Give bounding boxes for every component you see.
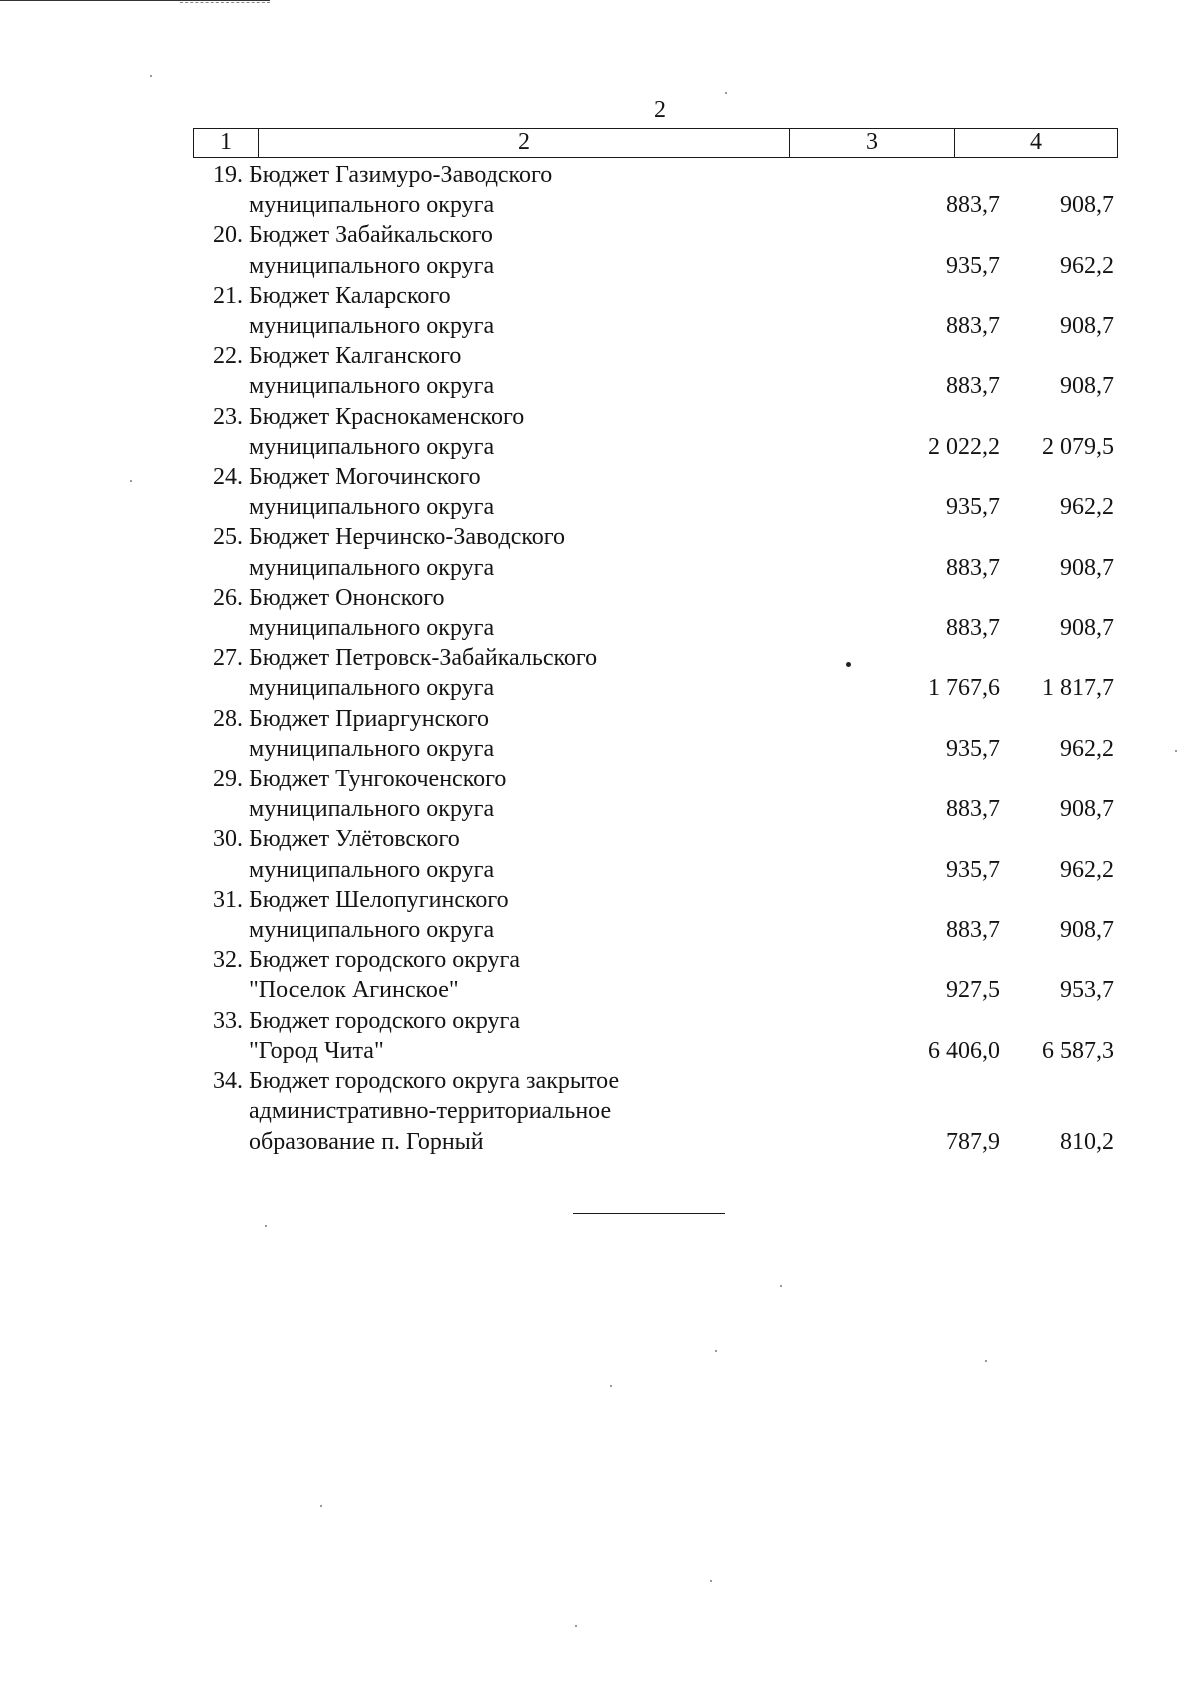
- row-name-line: Бюджет Калганского: [249, 343, 462, 370]
- table-row: [193, 583, 1118, 643]
- row-value-col4: 953,7: [1060, 977, 1114, 1004]
- table-body: [193, 160, 1118, 1157]
- page-number: 2: [654, 97, 666, 123]
- scan-speck: [575, 1625, 577, 1627]
- row-value-col4: 908,7: [1060, 313, 1114, 340]
- row-value-col4: 908,7: [1060, 373, 1114, 400]
- row-value-col3: 935,7: [946, 735, 1000, 762]
- row-value-col3: 883,7: [946, 917, 1000, 944]
- table-row: [193, 220, 1118, 280]
- row-name: [243, 945, 803, 1005]
- row-name-line: муниципального округа: [249, 615, 495, 642]
- table-row: [193, 1006, 1118, 1066]
- table-row: [193, 462, 1118, 522]
- table-row: [193, 1066, 1118, 1157]
- row-value-col3: 6 406,0: [928, 1037, 1000, 1064]
- row-number: 25.: [213, 524, 243, 551]
- row-name-line: Бюджет Петровск-Забайкальского: [249, 645, 598, 672]
- row-name: [243, 583, 803, 643]
- row-name-line: Бюджет Нерчинско-Заводского: [249, 524, 566, 551]
- scan-speck: [150, 75, 152, 77]
- table-row: [193, 945, 1118, 1005]
- row-name-line: муниципального округа: [249, 433, 495, 460]
- row-name: [243, 220, 803, 280]
- row-name-line: Бюджет Шелопугинского: [249, 886, 509, 913]
- row-name-line: муниципального округа: [249, 675, 495, 702]
- row-number: 20.: [213, 222, 243, 249]
- row-name-line: административно-территориальное: [249, 1098, 612, 1125]
- row-name-line: муниципального округа: [249, 192, 495, 219]
- row-name-line: образование п. Горный: [249, 1128, 484, 1155]
- row-value-col4: 962,2: [1060, 735, 1114, 762]
- row-value-col4: 908,7: [1060, 192, 1114, 219]
- row-name-line: муниципального округа: [249, 373, 495, 400]
- row-value-col4: 962,2: [1060, 252, 1114, 279]
- row-name: [243, 1066, 803, 1157]
- row-number: 19.: [213, 162, 243, 188]
- row-name-line: Бюджет Приаргунского: [249, 705, 489, 732]
- row-number: 22.: [213, 343, 243, 370]
- scan-speck: [710, 1580, 712, 1582]
- table-row: [193, 885, 1118, 945]
- row-value-col4: 6 587,3: [1042, 1037, 1114, 1064]
- row-name: [243, 281, 803, 341]
- row-value-col4: 810,2: [1060, 1128, 1114, 1155]
- row-value-col3: 935,7: [946, 856, 1000, 883]
- row-value-col4: 962,2: [1060, 856, 1114, 883]
- row-name: [243, 643, 803, 703]
- row-name-line: Бюджет городского округа: [249, 1007, 521, 1034]
- table-row: [193, 704, 1118, 764]
- row-name-line: Бюджет Могочинского: [249, 464, 481, 491]
- scan-speck: [715, 1350, 717, 1352]
- row-name-line: муниципального округа: [249, 554, 495, 581]
- row-name-line: "Поселок Агинское": [249, 977, 459, 1004]
- table-row: [193, 643, 1118, 703]
- row-name: [243, 402, 803, 462]
- row-number: 24.: [213, 464, 243, 491]
- table-row: [193, 824, 1118, 884]
- row-value-col3: 2 022,2: [928, 433, 1000, 460]
- table-row: [193, 281, 1118, 341]
- row-name-line: муниципального округа: [249, 735, 495, 762]
- row-value-col4: 908,7: [1060, 554, 1114, 581]
- row-name-line: муниципального округа: [249, 494, 495, 521]
- row-value-col3: 935,7: [946, 494, 1000, 521]
- row-name-line: муниципального округа: [249, 856, 495, 883]
- header-col-1: 1: [194, 129, 259, 157]
- table-row: [193, 402, 1118, 462]
- scan-speck: [610, 1385, 612, 1387]
- row-name: [243, 704, 803, 764]
- row-name-line: муниципального округа: [249, 252, 495, 279]
- row-number: 29.: [213, 766, 243, 793]
- row-value-col3: 883,7: [946, 615, 1000, 642]
- row-name-line: муниципального округа: [249, 313, 495, 340]
- table-row: [193, 764, 1118, 824]
- scan-speck: [780, 1285, 782, 1287]
- row-name-line: Бюджет Каларского: [249, 282, 451, 309]
- scan-speck: [985, 1360, 987, 1362]
- row-name-line: Бюджет Краснокаменского: [249, 403, 525, 430]
- row-name-line: "Город Чита": [249, 1037, 384, 1064]
- row-name: [243, 764, 803, 824]
- scan-speck: [130, 480, 132, 482]
- row-name-line: муниципального округа: [249, 917, 495, 944]
- row-value-col4: 962,2: [1060, 494, 1114, 521]
- row-name: [243, 341, 803, 401]
- row-name-line: муниципального округа: [249, 796, 495, 823]
- row-value-col3: 883,7: [946, 796, 1000, 823]
- row-name: [243, 462, 803, 522]
- scan-dot: [846, 662, 851, 667]
- row-value-col3: 883,7: [946, 313, 1000, 340]
- row-value-col3: 935,7: [946, 252, 1000, 279]
- end-of-table-rule: [573, 1213, 725, 1214]
- table-row: [193, 341, 1118, 401]
- row-name: [243, 824, 803, 884]
- scan-edge-line: [0, 0, 270, 1]
- row-name: [243, 522, 803, 582]
- row-value-col3: 883,7: [946, 554, 1000, 581]
- table-row: [193, 160, 1118, 220]
- row-value-col4: 908,7: [1060, 615, 1114, 642]
- header-col-4: 4: [1030, 129, 1042, 155]
- row-name-line: Бюджет Ононского: [249, 584, 445, 611]
- table-header: [193, 128, 1118, 158]
- row-name: [243, 1006, 803, 1066]
- row-name: [243, 160, 803, 220]
- row-name-line: Бюджет Забайкальского: [249, 222, 493, 249]
- row-value-col4: 2 079,5: [1042, 433, 1114, 460]
- scan-speck: [265, 1225, 267, 1227]
- row-number: 33.: [213, 1007, 243, 1034]
- row-name-line: Бюджет городского округа закрытое: [249, 1068, 620, 1095]
- row-number: 31.: [213, 886, 243, 913]
- scan-edge-line: [180, 2, 270, 3]
- row-number: 34.: [213, 1068, 243, 1095]
- row-number: 30.: [213, 826, 243, 853]
- row-number: 23.: [213, 403, 243, 430]
- row-number: 26.: [213, 584, 243, 611]
- table-row: [193, 522, 1118, 582]
- row-number: 21.: [213, 282, 243, 309]
- row-value-col3: 883,7: [946, 373, 1000, 400]
- row-number: 32.: [213, 947, 243, 974]
- scan-speck: [320, 1505, 322, 1507]
- row-name-line: Бюджет Улётовского: [249, 826, 460, 853]
- header-col-3: 3: [790, 129, 955, 157]
- row-number: 28.: [213, 705, 243, 732]
- scan-speck: [1175, 750, 1177, 752]
- header-col-2: 2: [259, 129, 790, 157]
- row-number: 27.: [213, 645, 243, 672]
- row-name-line: Бюджет Тунгокоченского: [249, 766, 507, 793]
- row-value-col4: 1 817,7: [1042, 675, 1114, 702]
- row-value-col3: 883,7: [946, 192, 1000, 219]
- row-value-col3: 927,5: [946, 977, 1000, 1004]
- row-name-line: Бюджет Газимуро-Заводского: [249, 162, 553, 188]
- row-value-col4: 908,7: [1060, 917, 1114, 944]
- row-name-line: Бюджет городского округа: [249, 947, 521, 974]
- row-name: [243, 885, 803, 945]
- row-value-col4: 908,7: [1060, 796, 1114, 823]
- scan-speck: [725, 92, 727, 94]
- row-value-col3: 787,9: [946, 1128, 1000, 1155]
- row-value-col3: 1 767,6: [928, 675, 1000, 702]
